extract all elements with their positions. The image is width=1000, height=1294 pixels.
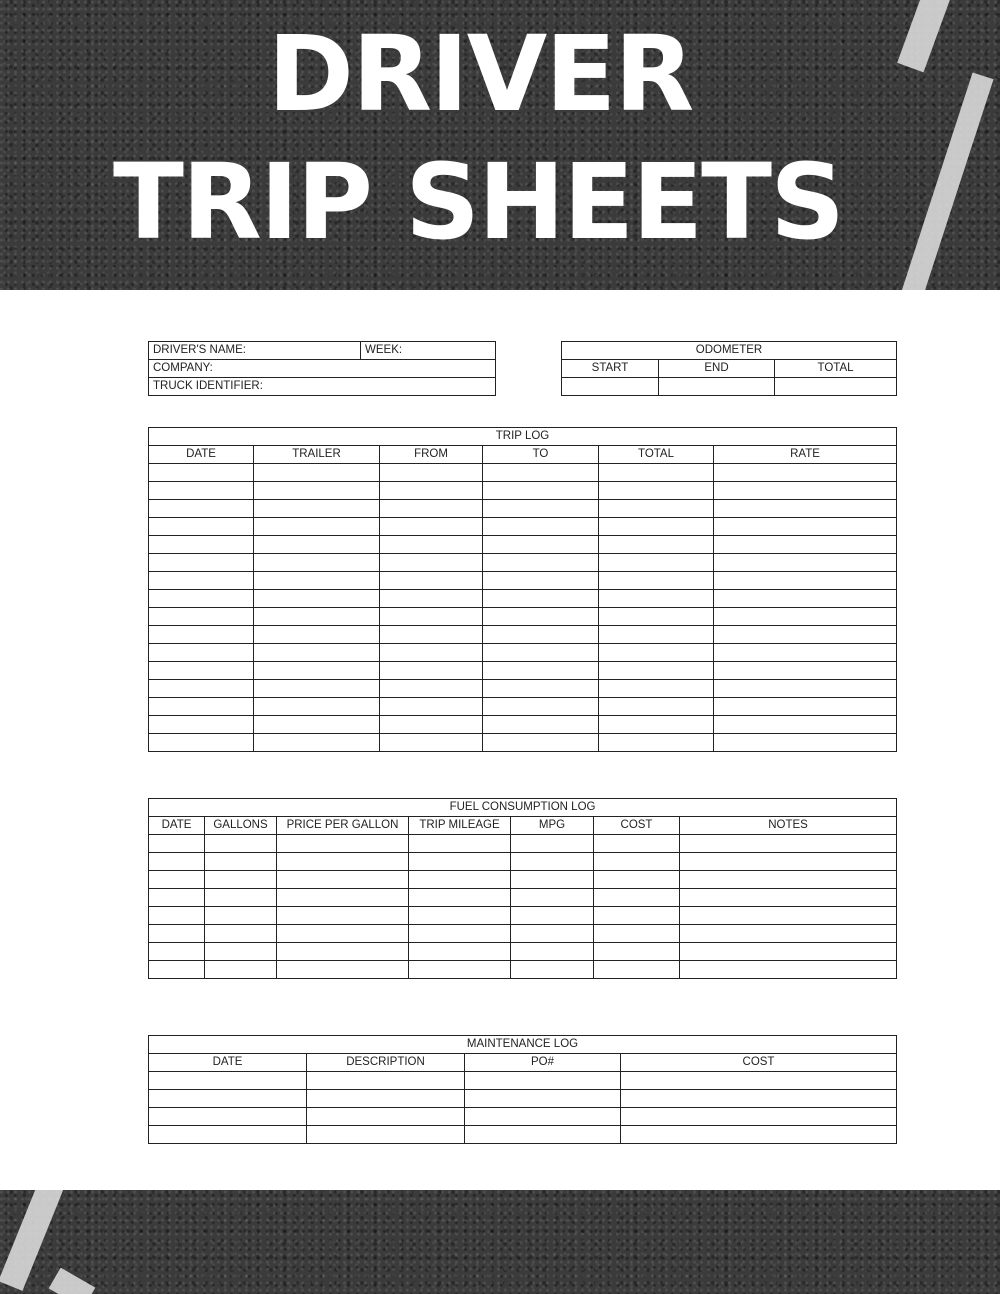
blank-entry-cell[interactable]: [149, 907, 205, 925]
maintenance-log-col-description: DESCRIPTION: [307, 1054, 465, 1072]
blank-entry-cell[interactable]: [149, 482, 254, 500]
blank-entry-cell[interactable]: [599, 500, 714, 518]
blank-entry-cell[interactable]: [149, 464, 254, 482]
blank-entry-cell[interactable]: [254, 734, 380, 752]
blank-entry-cell[interactable]: [714, 608, 897, 626]
blank-entry-cell[interactable]: [714, 626, 897, 644]
blank-entry-cell[interactable]: [307, 1126, 465, 1144]
asphalt-header-background: [0, 0, 1000, 290]
trip-log-col-from: FROM: [380, 446, 483, 464]
blank-entry-cell[interactable]: [714, 716, 897, 734]
maintenance-log-entry-row: [149, 1072, 897, 1090]
trip-log-table: [148, 427, 897, 752]
blank-entry-cell[interactable]: [205, 889, 277, 907]
blank-entry-cell[interactable]: [511, 907, 594, 925]
blank-entry-cell[interactable]: [205, 871, 277, 889]
fuel-log-col-trip-mileage: TRIP MILEAGE: [409, 817, 511, 835]
blank-entry-cell[interactable]: [714, 734, 897, 752]
maintenance-log-header-row: [149, 1054, 897, 1072]
blank-entry-cell[interactable]: [680, 961, 897, 979]
fuel-log-col-mpg: MPG: [511, 817, 594, 835]
blank-entry-cell[interactable]: [714, 662, 897, 680]
blank-entry-cell[interactable]: [483, 572, 599, 590]
trip-log-entry-row: [149, 572, 897, 590]
blank-entry-cell[interactable]: [599, 572, 714, 590]
blank-entry-cell[interactable]: [714, 644, 897, 662]
blank-entry-cell[interactable]: [680, 871, 897, 889]
blank-entry-cell[interactable]: [205, 835, 277, 853]
trip-log-entry-row: [149, 734, 897, 752]
trip-log-col-trailer: TRAILER: [254, 446, 380, 464]
blank-entry-cell[interactable]: [149, 608, 254, 626]
blank-entry-cell[interactable]: [149, 1108, 307, 1126]
odometer-start-header: START: [562, 360, 659, 378]
blank-entry-cell[interactable]: [409, 943, 511, 961]
blank-entry-cell[interactable]: [511, 925, 594, 943]
blank-entry-cell[interactable]: [149, 518, 254, 536]
blank-entry-cell[interactable]: [149, 536, 254, 554]
blank-entry-cell[interactable]: [254, 590, 380, 608]
blank-entry-cell[interactable]: [483, 698, 599, 716]
blank-entry-cell[interactable]: [465, 1126, 621, 1144]
blank-entry-cell[interactable]: [380, 716, 483, 734]
odometer-total-cell[interactable]: [775, 378, 897, 396]
blank-entry-cell[interactable]: [380, 500, 483, 518]
blank-entry-cell[interactable]: [483, 518, 599, 536]
blank-entry-cell[interactable]: [714, 572, 897, 590]
drivers-name-field[interactable]: DRIVER'S NAME:: [149, 342, 361, 360]
blank-entry-cell[interactable]: [254, 716, 380, 734]
odometer-start-cell[interactable]: [562, 378, 659, 396]
blank-entry-cell[interactable]: [680, 853, 897, 871]
blank-entry-cell[interactable]: [380, 626, 483, 644]
road-stripe: [49, 1268, 96, 1294]
blank-entry-cell[interactable]: [205, 961, 277, 979]
fuel-log-entry-row: [149, 925, 897, 943]
blank-entry-cell[interactable]: [599, 482, 714, 500]
blank-entry-cell[interactable]: [483, 482, 599, 500]
maintenance-log-entry-row: [149, 1108, 897, 1126]
blank-entry-cell[interactable]: [149, 698, 254, 716]
blank-entry-cell[interactable]: [680, 943, 897, 961]
blank-entry-cell[interactable]: [205, 925, 277, 943]
blank-entry-cell[interactable]: [594, 943, 680, 961]
blank-entry-cell[interactable]: [254, 626, 380, 644]
maintenance-log-entry-row: [149, 1126, 897, 1144]
blank-entry-cell[interactable]: [594, 961, 680, 979]
blank-entry-cell[interactable]: [149, 853, 205, 871]
maintenance-log-entry-row: [149, 1090, 897, 1108]
blank-entry-cell[interactable]: [599, 464, 714, 482]
blank-entry-cell[interactable]: [205, 907, 277, 925]
blank-entry-cell[interactable]: [409, 853, 511, 871]
blank-entry-cell[interactable]: [483, 608, 599, 626]
blank-entry-cell[interactable]: [594, 871, 680, 889]
trip-log-title: TRIP LOG: [149, 428, 897, 446]
blank-entry-cell[interactable]: [465, 1108, 621, 1126]
blank-entry-cell[interactable]: [599, 608, 714, 626]
blank-entry-cell[interactable]: [483, 662, 599, 680]
blank-entry-cell[interactable]: [599, 716, 714, 734]
blank-entry-cell[interactable]: [149, 500, 254, 518]
maintenance-log-col-po: PO#: [465, 1054, 621, 1072]
blank-entry-cell[interactable]: [149, 943, 205, 961]
blank-entry-cell[interactable]: [714, 554, 897, 572]
blank-entry-cell[interactable]: [599, 518, 714, 536]
form-sheet: [0, 290, 1000, 1190]
road-stripe: [0, 1190, 64, 1291]
trip-log-entry-row: [149, 680, 897, 698]
blank-entry-cell[interactable]: [307, 1108, 465, 1126]
blank-entry-cell[interactable]: [599, 626, 714, 644]
blank-entry-cell[interactable]: [483, 680, 599, 698]
blank-entry-cell[interactable]: [511, 853, 594, 871]
blank-entry-cell[interactable]: [277, 961, 409, 979]
trip-log-entry-row: [149, 590, 897, 608]
blank-entry-cell[interactable]: [599, 554, 714, 572]
cover-title-line-2: TRIP SHEETS: [112, 141, 844, 263]
blank-entry-cell[interactable]: [594, 907, 680, 925]
blank-entry-cell[interactable]: [409, 889, 511, 907]
odometer-end-header: END: [659, 360, 775, 378]
maintenance-log-col-date: DATE: [149, 1054, 307, 1072]
blank-entry-cell[interactable]: [621, 1072, 897, 1090]
trip-log-entry-row: [149, 608, 897, 626]
blank-entry-cell[interactable]: [511, 889, 594, 907]
blank-entry-cell[interactable]: [149, 1072, 307, 1090]
blank-entry-cell[interactable]: [254, 482, 380, 500]
blank-entry-cell[interactable]: [714, 590, 897, 608]
blank-entry-cell[interactable]: [483, 734, 599, 752]
blank-entry-cell[interactable]: [149, 925, 205, 943]
blank-entry-cell[interactable]: [599, 698, 714, 716]
driver-info-table: [148, 341, 496, 396]
trip-log-entry-row: [149, 644, 897, 662]
blank-entry-cell[interactable]: [483, 590, 599, 608]
blank-entry-cell[interactable]: [714, 482, 897, 500]
fuel-log-col-gallons: GALLONS: [205, 817, 277, 835]
blank-entry-cell[interactable]: [254, 536, 380, 554]
blank-entry-cell[interactable]: [380, 590, 483, 608]
blank-entry-cell[interactable]: [621, 1108, 897, 1126]
blank-entry-cell[interactable]: [594, 925, 680, 943]
blank-entry-cell[interactable]: [149, 734, 254, 752]
blank-entry-cell[interactable]: [149, 871, 205, 889]
blank-entry-cell[interactable]: [254, 572, 380, 590]
fuel-log-col-date: DATE: [149, 817, 205, 835]
blank-entry-cell[interactable]: [465, 1072, 621, 1090]
blank-entry-cell[interactable]: [594, 835, 680, 853]
blank-entry-cell[interactable]: [409, 835, 511, 853]
fuel-log-col-price-per-gallon: PRICE PER GALLON: [277, 817, 409, 835]
trip-log-entry-row: [149, 500, 897, 518]
blank-entry-cell[interactable]: [149, 590, 254, 608]
fuel-log-entry-row: [149, 889, 897, 907]
blank-entry-cell[interactable]: [380, 662, 483, 680]
blank-entry-cell[interactable]: [680, 907, 897, 925]
blank-entry-cell[interactable]: [680, 835, 897, 853]
blank-entry-cell[interactable]: [149, 644, 254, 662]
blank-entry-cell[interactable]: [277, 889, 409, 907]
blank-entry-cell[interactable]: [380, 536, 483, 554]
blank-entry-cell[interactable]: [277, 853, 409, 871]
blank-entry-cell[interactable]: [254, 608, 380, 626]
trip-log-entry-row: [149, 464, 897, 482]
trip-log-col-to: TO: [483, 446, 599, 464]
blank-entry-cell[interactable]: [380, 554, 483, 572]
maintenance-log-col-cost: COST: [621, 1054, 897, 1072]
blank-entry-cell[interactable]: [149, 835, 205, 853]
blank-entry-cell[interactable]: [149, 961, 205, 979]
blank-entry-cell[interactable]: [714, 464, 897, 482]
blank-entry-cell[interactable]: [205, 853, 277, 871]
blank-entry-cell[interactable]: [409, 871, 511, 889]
blank-entry-cell[interactable]: [599, 680, 714, 698]
blank-entry-cell[interactable]: [380, 698, 483, 716]
blank-entry-cell[interactable]: [254, 518, 380, 536]
trip-log-col-date: DATE: [149, 446, 254, 464]
blank-entry-cell[interactable]: [599, 536, 714, 554]
fuel-log-header-row: [149, 817, 897, 835]
blank-entry-cell[interactable]: [714, 680, 897, 698]
blank-entry-cell[interactable]: [277, 871, 409, 889]
trip-log-col-total: TOTAL: [599, 446, 714, 464]
blank-entry-cell[interactable]: [149, 1090, 307, 1108]
blank-entry-cell[interactable]: [254, 680, 380, 698]
odometer-table: [561, 341, 897, 396]
odometer-total-header: TOTAL: [775, 360, 897, 378]
blank-entry-cell[interactable]: [483, 716, 599, 734]
blank-entry-cell[interactable]: [380, 734, 483, 752]
blank-entry-cell[interactable]: [380, 464, 483, 482]
blank-entry-cell[interactable]: [380, 482, 483, 500]
fuel-log-entry-row: [149, 835, 897, 853]
trip-log-entry-row: [149, 554, 897, 572]
trip-log-col-rate: RATE: [714, 446, 897, 464]
blank-entry-cell[interactable]: [409, 925, 511, 943]
blank-entry-cell[interactable]: [483, 500, 599, 518]
fuel-log-table: [148, 798, 897, 979]
blank-entry-cell[interactable]: [511, 835, 594, 853]
blank-entry-cell[interactable]: [277, 835, 409, 853]
blank-entry-cell[interactable]: [599, 662, 714, 680]
blank-entry-cell[interactable]: [465, 1090, 621, 1108]
fuel-log-entry-row: [149, 943, 897, 961]
blank-entry-cell[interactable]: [511, 943, 594, 961]
blank-entry-cell[interactable]: [621, 1126, 897, 1144]
odometer-title: ODOMETER: [562, 342, 897, 360]
blank-entry-cell[interactable]: [254, 662, 380, 680]
asphalt-footer-background: [0, 1190, 1000, 1294]
blank-entry-cell[interactable]: [149, 626, 254, 644]
trip-log-entry-row: [149, 626, 897, 644]
blank-entry-cell[interactable]: [307, 1090, 465, 1108]
trip-log-entry-row: [149, 698, 897, 716]
blank-entry-cell[interactable]: [149, 662, 254, 680]
cover-title-line-1: DRIVER: [267, 13, 693, 135]
blank-entry-cell[interactable]: [511, 871, 594, 889]
blank-entry-cell[interactable]: [149, 572, 254, 590]
blank-entry-cell[interactable]: [149, 680, 254, 698]
fuel-log-entry-row: [149, 961, 897, 979]
blank-entry-cell[interactable]: [380, 644, 483, 662]
blank-entry-cell[interactable]: [254, 698, 380, 716]
blank-entry-cell[interactable]: [254, 500, 380, 518]
blank-entry-cell[interactable]: [714, 698, 897, 716]
fuel-log-title: FUEL CONSUMPTION LOG: [149, 799, 897, 817]
blank-entry-cell[interactable]: [277, 925, 409, 943]
fuel-log-col-notes: NOTES: [680, 817, 897, 835]
blank-entry-cell[interactable]: [599, 590, 714, 608]
blank-entry-cell[interactable]: [254, 464, 380, 482]
blank-entry-cell[interactable]: [483, 644, 599, 662]
fuel-log-entry-row: [149, 871, 897, 889]
blank-entry-cell[interactable]: [714, 500, 897, 518]
blank-entry-cell[interactable]: [149, 554, 254, 572]
blank-entry-cell[interactable]: [511, 961, 594, 979]
maintenance-log-title: MAINTENANCE LOG: [149, 1036, 897, 1054]
blank-entry-cell[interactable]: [409, 961, 511, 979]
blank-entry-cell[interactable]: [277, 943, 409, 961]
blank-entry-cell[interactable]: [714, 518, 897, 536]
odometer-end-cell[interactable]: [659, 378, 775, 396]
fuel-log-col-cost: COST: [594, 817, 680, 835]
fuel-log-entry-row: [149, 853, 897, 871]
blank-entry-cell[interactable]: [307, 1072, 465, 1090]
blank-entry-cell[interactable]: [483, 626, 599, 644]
blank-entry-cell[interactable]: [714, 536, 897, 554]
trip-log-entry-row: [149, 536, 897, 554]
blank-entry-cell[interactable]: [483, 536, 599, 554]
blank-entry-cell[interactable]: [149, 1126, 307, 1144]
blank-entry-cell[interactable]: [409, 907, 511, 925]
blank-entry-cell[interactable]: [599, 734, 714, 752]
blank-entry-cell[interactable]: [149, 889, 205, 907]
blank-entry-cell[interactable]: [380, 518, 483, 536]
trip-log-entry-row: [149, 518, 897, 536]
blank-entry-cell[interactable]: [599, 644, 714, 662]
fuel-log-entry-row: [149, 907, 897, 925]
blank-entry-cell[interactable]: [483, 554, 599, 572]
week-field[interactable]: WEEK:: [361, 342, 496, 360]
blank-entry-cell[interactable]: [594, 853, 680, 871]
blank-entry-cell[interactable]: [380, 680, 483, 698]
blank-entry-cell[interactable]: [380, 608, 483, 626]
trip-log-entry-row: [149, 662, 897, 680]
company-field[interactable]: COMPANY:: [149, 360, 496, 378]
truck-identifier-field[interactable]: TRUCK IDENTIFIER:: [149, 378, 496, 396]
maintenance-log-table: [148, 1035, 897, 1144]
blank-entry-cell[interactable]: [277, 907, 409, 925]
blank-entry-cell[interactable]: [149, 716, 254, 734]
trip-log-entry-row: [149, 716, 897, 734]
trip-log-entry-row: [149, 482, 897, 500]
blank-entry-cell[interactable]: [205, 943, 277, 961]
blank-entry-cell[interactable]: [254, 644, 380, 662]
blank-entry-cell[interactable]: [254, 554, 380, 572]
blank-entry-cell[interactable]: [680, 889, 897, 907]
blank-entry-cell[interactable]: [680, 925, 897, 943]
blank-entry-cell[interactable]: [621, 1090, 897, 1108]
trip-log-header-row: [149, 446, 897, 464]
blank-entry-cell[interactable]: [483, 464, 599, 482]
blank-entry-cell[interactable]: [594, 889, 680, 907]
blank-entry-cell[interactable]: [380, 572, 483, 590]
